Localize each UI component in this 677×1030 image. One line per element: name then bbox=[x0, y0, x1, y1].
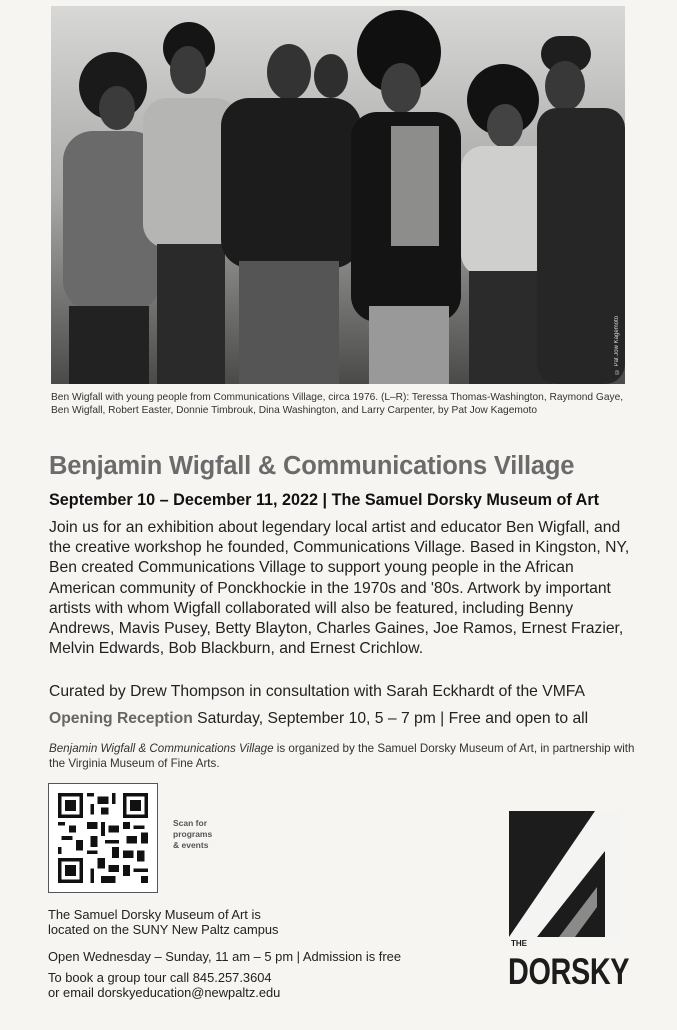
exhibition-description: Join us for an exhibition about legendary local artist and educator Ben Wigfall, and the creative workshop he founded, Communications Village. Based in Kingston, NY, Ben created Communications Village to support young people in the African American community of Ponckhockie in the 1970s and '80s. Artwork by important artists with whom Wigfall collaborated will also be featured, including Benny Andrews, Mavis Pusey, Betty Blayton, Charles Gaines, Joe Ramos, Ernest Frazier, Melvin Edwards, Bob Blackburn, and Ernest Crichlow. bbox=[49, 519, 630, 658]
reception-details: Saturday, September 10, 5 – 7 pm | Free and open to all bbox=[192, 710, 589, 727]
organizer-note bbox=[49, 741, 639, 771]
photo-credit: © Pat Jow Kagemoto bbox=[614, 315, 620, 374]
photo-illustration bbox=[51, 6, 625, 384]
museum-location: The Samuel Dorsky Museum of Art is located on the SUNY New Paltz campus bbox=[48, 907, 279, 937]
dorsky-logo-mark-icon bbox=[509, 811, 621, 937]
qr-code-icon bbox=[58, 793, 148, 883]
exhibition-dates: September 10 – December 11, 2022 | The Samuel Dorsky Museum of Art bbox=[49, 491, 600, 509]
photo-caption: Ben Wigfall with young people from Communications Village, circa 1976. (L–R): Teressa Thomas-Washington, Raymond Gaye, Ben Wigfall, Robert Easter, Donnie Timbrouk, Dina Washington, and Larry Carpenter, by Pat Jow Kagemoto bbox=[51, 392, 624, 416]
curator-credit: Curated by Drew Thompson in consultation with Sarah Eckhardt of the VMFA bbox=[49, 683, 585, 700]
logo-the: THE bbox=[511, 939, 527, 948]
exhibition-title: Benjamin Wigfall & Communications Village bbox=[49, 452, 575, 480]
organizer-exhibition-title: Benjamin Wigfall & Communications Village bbox=[49, 742, 274, 755]
opening-reception bbox=[49, 710, 588, 728]
museum-hours: Open Wednesday – Sunday, 11 am – 5 pm | Admission is free bbox=[48, 949, 402, 964]
exhibition-photo bbox=[51, 6, 625, 384]
qr-scan-label: Scan for programs & events bbox=[173, 818, 213, 850]
organizer-text: is organized by the Samuel Dorsky Museum of Art, in partnership with the Virginia Museum of Fine Arts. bbox=[49, 742, 635, 770]
reception-label: Opening Reception bbox=[49, 710, 193, 727]
qr-code[interactable] bbox=[48, 783, 158, 893]
group-tour-contact: To book a group tour call 845.257.3604 or email dorskyeducation@newpaltz.edu bbox=[48, 970, 281, 1000]
logo-wordmark: DORSKY bbox=[508, 951, 630, 992]
dorsky-logo bbox=[509, 811, 621, 937]
